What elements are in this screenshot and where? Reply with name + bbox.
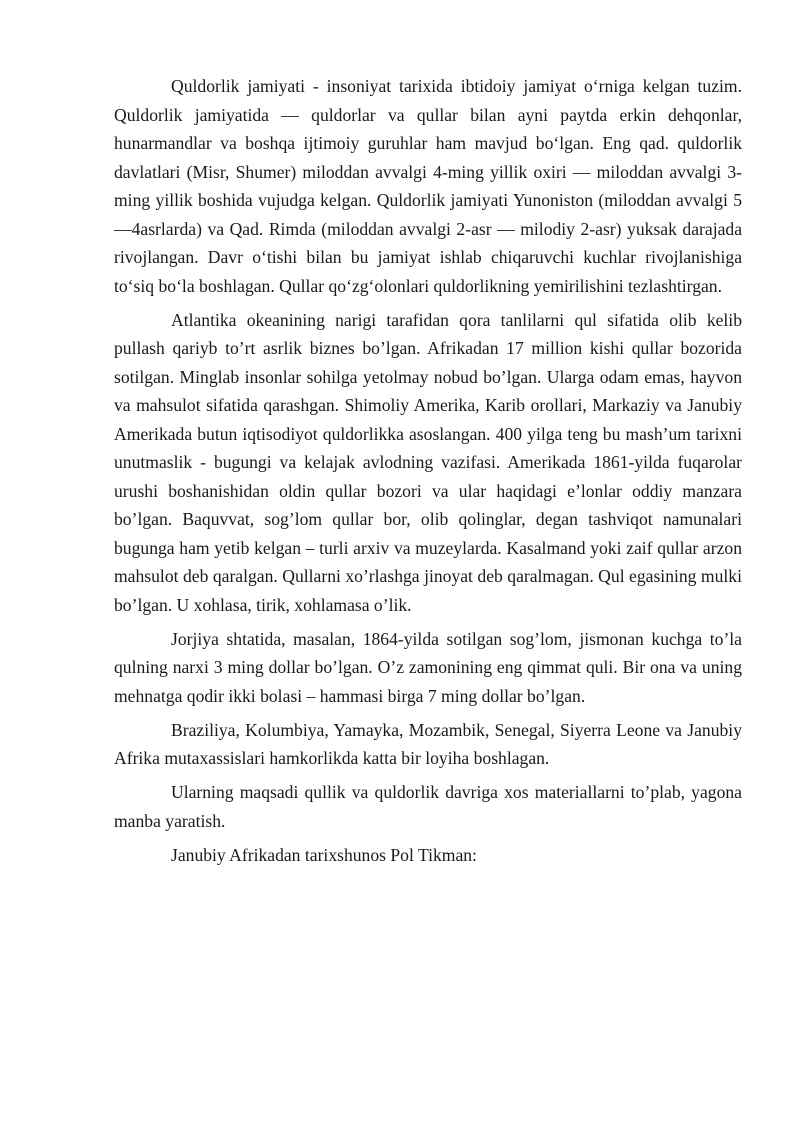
paragraph-atlantic-trade: Atlantika okeanining narigi tarafidan qora tanlilarni qul sifatida olib kelib pullash qariyb to’rt asrlik biznes bo’lgan. Afrikadan 17 million kishi qullar bozorida sotilgan. Minglab insonlar sohilga yetolmay nobud bo’lgan. Ularga odam emas, hayvon va mahsulot sifatida qarashgan. Shimoliy Amerika, Karib orollari, Markaziy va Janubiy Amerikada butun iqtisodiyot quldorlikka asoslangan. 400 yilga teng bu mash’um tarixni unutmaslik - bugungi va kelajak avlodning vazifasi. Amerikada 1861-yilda fuqarolar urushi boshanishidan oldin qullar bozori va ular haqidagi e’lonlar oddiy manzara bo’lgan. Baquvvat, sog’lom qullar bor, olib qolinglar, degan tashviqot namunalari bugunga ham yetib kelgan – turli arxiv va muzeylarda. Kasalmand yoki zaif qullar arzon mahsulot deb qaralgan. Qullarni xo’rlashga jinoyat deb qaralmagan. Qul egasining mulki bo’lgan. U xohlasa, tirik, xohlamasa o’lik. [114, 309, 742, 615]
paragraph-georgia-prices: Jorjiya shtatida, masalan, 1864-yilda sotilgan sog’lom, jismonan kuchga to’la qulning narxi 3 ming dollar bo’lgan. O’z zamonining eng qimmat quli. Bir ona va uning mehnatga qodir ikki bolasi – hammasi birga 7 ming dollar bo’lgan. [114, 628, 742, 706]
paragraph-slavery-society: Quldorlik jamiyati - insoniyat tarixida ibtidoiy jamiyat o‘rniga kelgan tuzim. Quldorlik jamiyatida — quldorlar va qullar bilan ayni paytda erkin dehqonlar, hunarmandlar va boshqa ijtimoiy guruhlar ham mavjud bo‘lgan. Eng qad. quldorlik davlatlari (Misr, Shumer) miloddan avvalgi 4-ming yillik oxiri — miloddan avvalgi 3-ming yillik boshida vujudga kelgan. Quldorlik jamiyati Yunoniston (miloddan avvalgi 5—4asrlarda) va Qad. Rimda (miloddan avvalgi 2-asr — milodiy 2-asr) yuksak darajada rivojlangan. Davr o‘tishi bilan bu jamiyat ishlab chiqaruvchi kuchlar rivojlanishiga to‘siq bo‘la boshlagan. Qullar qo‘zg‘olonlari quldorlikning yemirilishini tezlashtirgan. [114, 76, 742, 296]
paragraph-historian-quote: Janubiy Afrikadan tarixshunos Pol Tikman: [171, 844, 477, 865]
document-body [114, 72, 742, 875]
paragraph-joint-project: Braziliya, Kolumbiya, Yamayka, Mozambik, Senegal, Siyerra Leone va Janubiy Afrika mutaxassislari hamkorlikda katta bir loyiha boshlagan. [114, 719, 742, 768]
paragraph-project-goal: Ularning maqsadi qullik va quldorlik davriga xos materiallarni to’plab, yagona manba yaratish. [114, 782, 742, 831]
